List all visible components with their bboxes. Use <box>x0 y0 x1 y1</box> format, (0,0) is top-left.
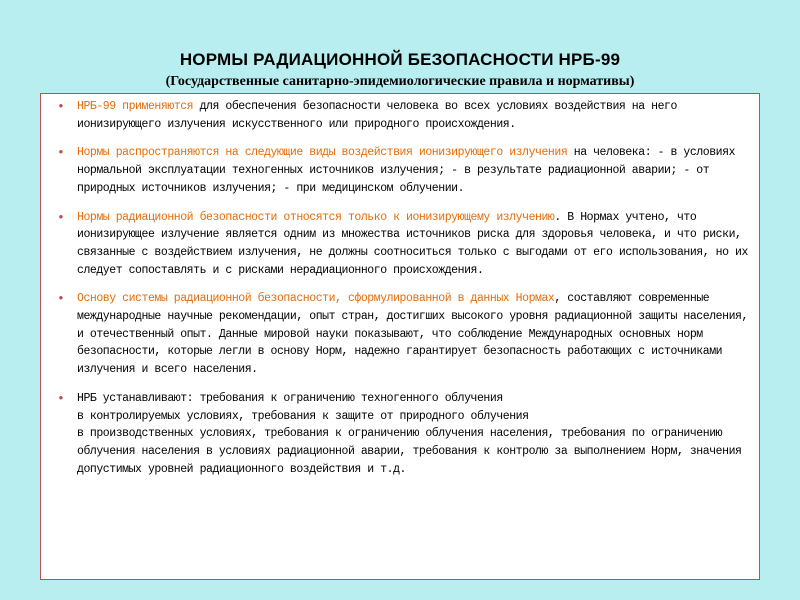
item-line: в производственных условиях, требования к ограничению облучения населения, требования по ограничению облучения населения в условиях радиационной аварии, требования к контролю за выполнением Норм, значения допустимых уровней радиационного воздействия и т.д. <box>77 427 742 476</box>
bullet-icon: • <box>57 99 65 114</box>
bullet-icon: • <box>57 209 65 225</box>
item-text: на человека: - в условиях нормальной эксплуатации техногенных источников излучения; - в результате радиационной аварии; - от природных источников излучения; - при медицинском облучении. <box>77 146 736 195</box>
list-item <box>57 209 751 280</box>
bullet-icon: • <box>57 291 65 307</box>
content-panel <box>40 93 760 580</box>
item-text: для обеспечения безопасности человека во всех условиях воздействия на него ионизирующего излучения искусственного или природного происхождения. <box>77 100 677 131</box>
item-line: в контролируемых условиях, требования к защите от природного облучения <box>77 409 529 423</box>
item-line: НРБ устанавливают: требования к ограничению техногенного облучения <box>77 391 503 405</box>
bullet-icon: • <box>57 390 65 406</box>
item-text: , составляют современные международные научные рекомендации, опыт стран, достигших высокого уровня радиационной защиты населения, и отечественный опыт. Данные мировой науки показывают, что соблюдение Международных основных норм безопасности, которые легли в основу Норм, надежно гарантирует безопасность работающих с источниками излучения и всего населения. <box>77 292 748 377</box>
page-title: НОРМЫ РАДИАЦИОННОЙ БЕЗОПАСНОСТИ НРБ-99 <box>179 50 621 69</box>
item-highlight: Нормы распространяются на следующие виды воздействия ионизирующего излучения <box>77 146 568 160</box>
list-item <box>57 390 751 479</box>
list-item <box>57 98 751 133</box>
page-subtitle: (Государственные санитарно-эпидемиологические правила и нормативы) <box>165 74 635 89</box>
item-highlight: Нормы радиационной безопасности относятся только к ионизирующему излучению <box>77 210 555 224</box>
bullet-icon: • <box>57 145 65 161</box>
item-highlight: Основу системы радиационной безопасности, сформулированной в данных Нормах <box>77 292 555 306</box>
bullet-list <box>41 94 759 478</box>
list-item <box>57 144 751 197</box>
item-text: . В Нормах учтено, что ионизирующее излучение является одним из множества источников риска для здоровья человека, и что риски, связанные с воздействием излучения, не должны соотноситься только с выгодами от его использования, но их следует сопоставлять и с рисками нерадиационного происхождения. <box>77 210 748 277</box>
list-item <box>57 290 751 379</box>
item-highlight: НРБ-99 применяются <box>77 100 194 113</box>
